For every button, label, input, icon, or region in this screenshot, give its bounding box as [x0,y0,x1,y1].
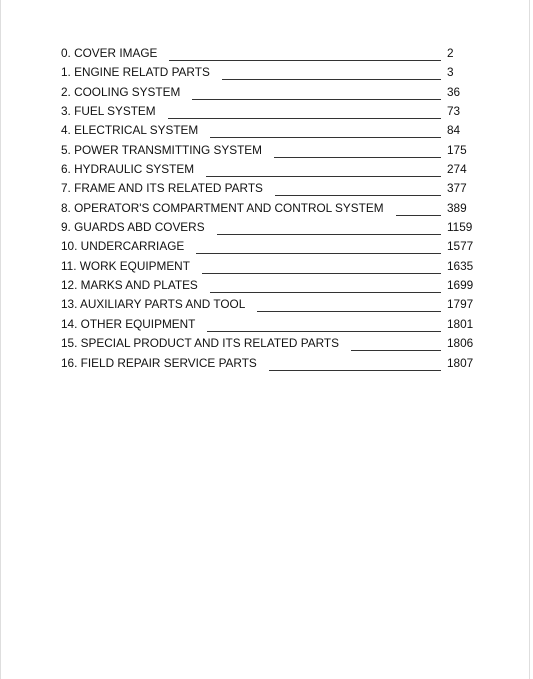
toc-leader-line [217,219,441,235]
toc-entry[interactable] [61,238,481,257]
toc-entry-page: 1806 [447,336,474,351]
toc-leader-line [169,45,441,61]
toc-leader-line [192,84,441,100]
toc-entry[interactable] [61,200,481,219]
toc-entry-label: 13. AUXILIARY PARTS AND TOOL [61,297,246,312]
toc-entry-page: 274 [447,162,467,177]
toc-entry-page: 36 [447,84,461,99]
toc-entry-label: 7. FRAME AND ITS RELATED PARTS [61,181,263,196]
toc-leader-line [351,335,441,351]
toc-entry-label: 14. OTHER EQUIPMENT [61,316,196,331]
toc-entry-page: 389 [447,200,467,215]
toc-entry-page: 1801 [447,316,474,331]
toc-leader-line [210,277,441,293]
toc-entry[interactable] [61,219,481,238]
toc-entry-label: 5. POWER TRANSMITTING SYSTEM [61,142,263,157]
toc-leader-line [207,316,441,332]
toc-entry[interactable] [61,122,481,141]
table-of-contents [61,45,481,374]
toc-leader-line [206,161,441,177]
toc-entry[interactable] [61,355,481,374]
toc-entry[interactable] [61,45,481,64]
toc-leader-line [269,355,441,371]
toc-leader-line [168,103,441,119]
toc-entry-page: 3 [447,65,454,80]
toc-entry-page: 1577 [447,239,474,254]
toc-entry[interactable] [61,161,481,180]
toc-entry-page: 1807 [447,355,474,370]
toc-entry-label: 6. HYDRAULIC SYSTEM [61,162,195,177]
toc-entry[interactable] [61,142,481,161]
toc-leader-line [202,258,441,274]
toc-entry-page: 2 [447,46,454,60]
toc-entry-label: 9. GUARDS ABD COVERS [61,220,205,235]
toc-entry[interactable] [61,180,481,199]
toc-leader-line [275,180,441,196]
toc-entry-label: 4. ELECTRICAL SYSTEM [61,123,199,138]
toc-entry-label: 12. MARKS AND PLATES [61,278,198,293]
toc-entry-label: 1. ENGINE RELATD PARTS [61,65,210,80]
toc-entry-page: 1699 [447,278,474,293]
toc-entry-page: 1797 [447,297,474,312]
toc-entry[interactable] [61,316,481,335]
toc-entry-label: 8. OPERATOR'S COMPARTMENT AND CONTROL SYSTEM [61,200,384,215]
toc-entry[interactable] [61,296,481,315]
toc-leader-line [222,64,441,80]
toc-leader-line [257,296,441,312]
toc-leader-line [396,200,441,216]
toc-entry[interactable] [61,258,481,277]
toc-entry-page: 73 [447,104,461,119]
toc-entry-page: 84 [447,123,461,138]
toc-entry[interactable] [61,335,481,354]
toc-leader-line [274,142,441,158]
toc-entry-label: 11. WORK EQUIPMENT [61,258,190,273]
toc-entry[interactable] [61,103,481,122]
toc-entry-page: 1635 [447,258,474,273]
toc-leader-line [196,238,441,254]
toc-entry-page: 175 [447,142,467,157]
toc-entry-label: 0. COVER IMAGE [61,46,158,60]
toc-leader-line [210,122,441,138]
toc-entry[interactable] [61,64,481,83]
toc-entry[interactable] [61,277,481,296]
toc-entry[interactable] [61,84,481,103]
toc-entry-label: 16. FIELD REPAIR SERVICE PARTS [61,355,257,370]
toc-entry-label: 3. FUEL SYSTEM [61,104,156,119]
toc-entry-label: 15. SPECIAL PRODUCT AND ITS RELATED PARTS [61,336,339,351]
toc-entry-label: 10. UNDERCARRIAGE [61,239,185,254]
toc-entry-page: 1159 [447,220,473,235]
toc-entry-page: 377 [447,181,467,196]
toc-entry-label: 2. COOLING SYSTEM [61,84,181,99]
